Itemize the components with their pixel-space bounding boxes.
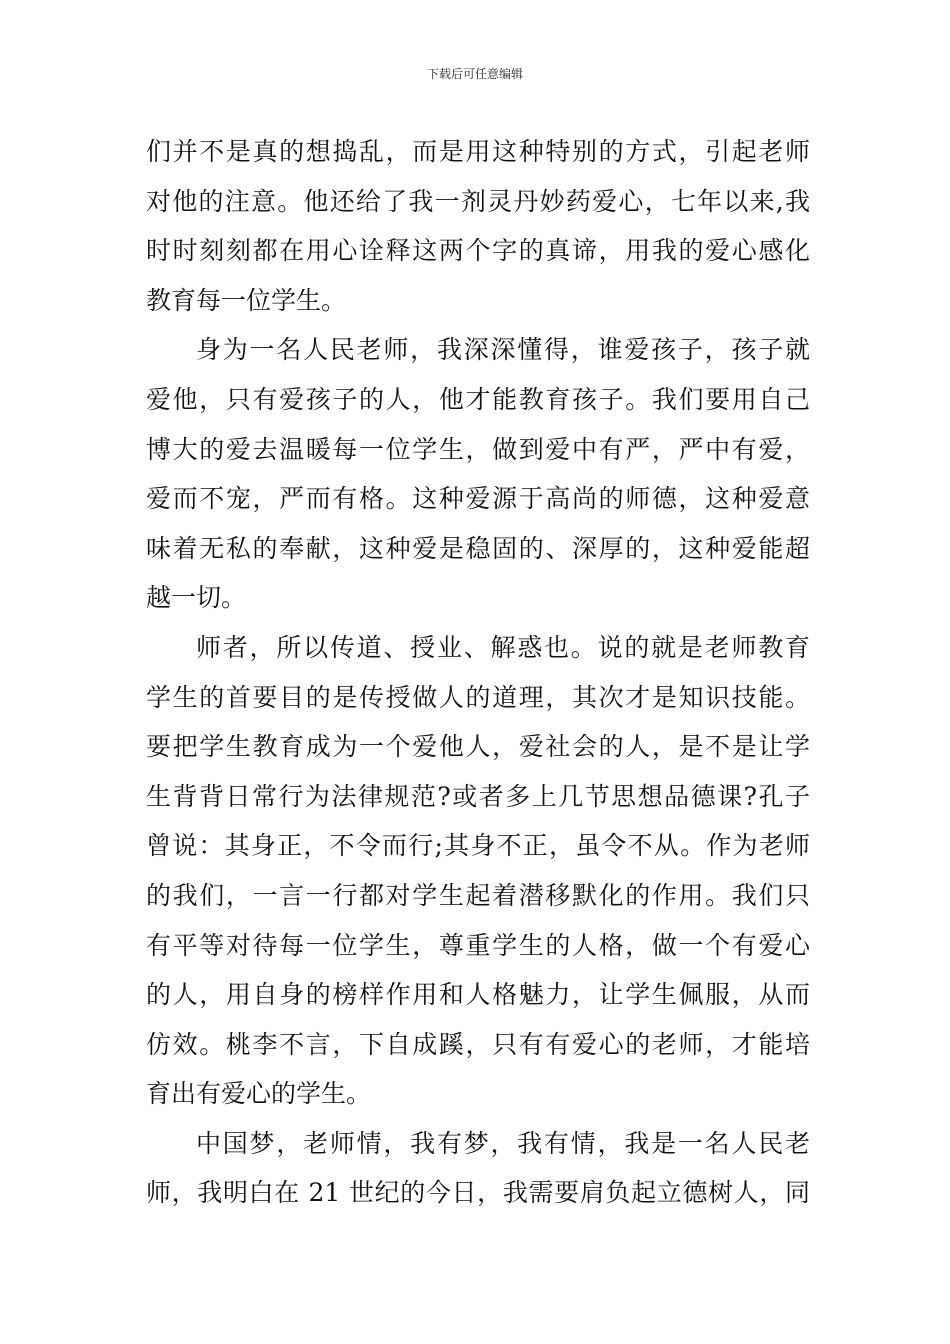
text-line: 教育每一位学生。 xyxy=(146,285,347,315)
text-line: 越一切。 xyxy=(146,583,247,613)
page-header: 下载后可任意编辑 xyxy=(426,67,523,81)
text-line: 有平等对待每一位学生，尊重学生的人格，做一个有爱心 xyxy=(146,930,810,960)
text-line: 博大的爱去温暖每一位学生，做到爱中有严，严中有爱， xyxy=(146,434,810,464)
text-line: 爱他，只有爱孩子的人，他才能教育孩子。我们要用自己 xyxy=(146,384,810,414)
text-line: 对他的注意。他还给了我一剂灵丹妙药爱心，七年以来,我 xyxy=(146,186,810,216)
text-line: 爱而不宠，严而有格。这种爱源于高尚的师德，这种爱意 xyxy=(146,484,810,514)
text-line: 曾说：其身正，不令而行;其身不正，虽令不从。作为老师 xyxy=(146,831,810,861)
text-line: 们并不是真的想捣乱，而是用这种特别的方式，引起老师 xyxy=(146,137,810,166)
text-line: 要把学生教育成为一个爱他人，爱社会的人，是不是让学 xyxy=(146,732,810,762)
text-line: 生背背日常行为法律规范?或者多上几节思想品德课?孔子 xyxy=(146,781,810,811)
text-line: 仿效。桃李不言，下自成蹊，只有有爱心的老师，才能培 xyxy=(146,1029,810,1059)
text-line: 时时刻刻都在用心诠释这两个字的真谛，用我的爱心感化 xyxy=(146,236,810,266)
body-text xyxy=(146,127,810,1218)
text-line: 身为一名人民老师，我深深懂得，谁爱孩子，孩子就 xyxy=(196,335,810,365)
text-line: 学生的首要目的是传授做人的道理，其次才是知识技能。 xyxy=(146,682,810,712)
text-line: 师，我明白在 21 世纪的今日，我需要肩负起立德树人，同 xyxy=(146,1178,810,1208)
text-line: 师者，所以传道、授业、解惑也。说的就是老师教育 xyxy=(196,632,810,662)
text-line: 的我们，一言一行都对学生起着潜移默化的作用。我们只 xyxy=(146,880,810,910)
text-line: 育出有爱心的学生。 xyxy=(146,1079,372,1109)
text-line: 的人，用自身的榜样作用和人格魅力，让学生佩服，从而 xyxy=(146,980,810,1010)
text-line: 味着无私的奉献，这种爱是稳固的、深厚的，这种爱能超 xyxy=(146,533,810,563)
text-line: 中国梦，老师情，我有梦，我有情，我是一名人民老 xyxy=(196,1128,810,1158)
